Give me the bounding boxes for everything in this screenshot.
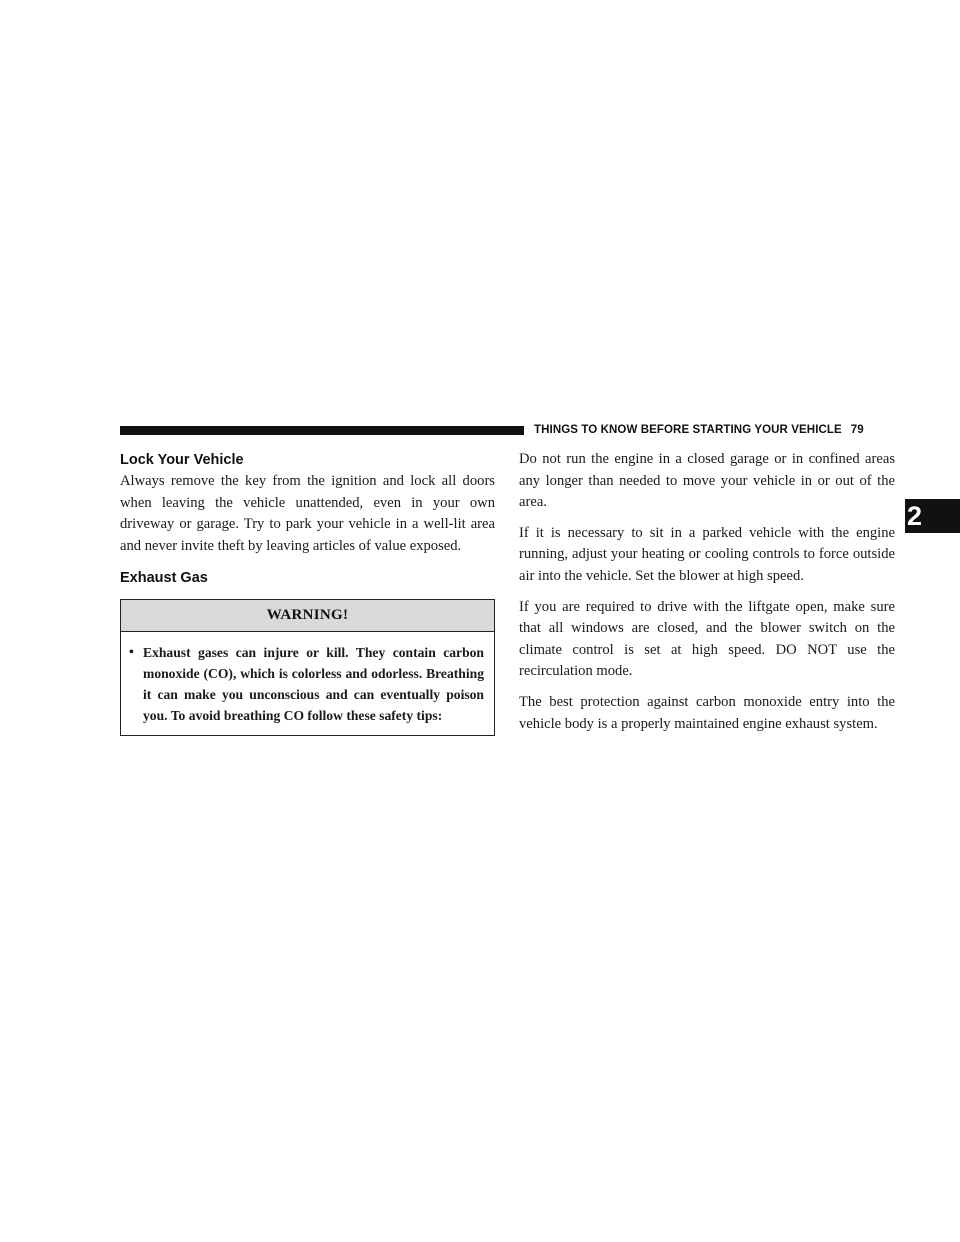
warning-title: WARNING!	[121, 600, 494, 632]
warning-box	[120, 599, 495, 736]
paragraph-liftgate-open: If you are required to drive with the liftgate open, make sure that all windows are closed, and the blower switch on the climate control is set at high speed. DO NOT use the recirculation mode.	[519, 598, 895, 680]
exhaust-gas-heading: Exhaust Gas	[120, 570, 208, 587]
page-number: 79	[850, 424, 864, 436]
running-header	[534, 421, 864, 439]
paragraph-exhaust-system: The best protection against carbon monoxide entry into the vehicle body is a properly maintained engine exhaust system.	[519, 693, 895, 732]
bullet-icon: •	[129, 645, 134, 661]
left-column	[120, 449, 495, 736]
paragraph-closed-garage: Do not run the engine in a closed garage or in confined areas any longer than needed to move your vehicle in or out of the area.	[519, 451, 895, 511]
lock-vehicle-heading: Lock Your Vehicle	[120, 452, 244, 468]
chapter-tab: 2	[905, 499, 960, 533]
warning-item-text: Exhaust gases can injure or kill. They contain carbon monoxide (CO), which is colorless and odorless. Breathing it can make you unconscious and can eventually poison you. To avoid breathing CO follow these safety tips:	[143, 645, 484, 724]
warning-list-item	[121, 632, 494, 735]
paragraph-parked-vehicle: If it is necessary to sit in a parked vehicle with the engine running, adjust your heating or cooling controls to force outside air into the vehicle. Set the blower at high speed.	[519, 524, 895, 584]
lock-vehicle-paragraph: Always remove the key from the ignition and lock all doors when leaving the vehicle unattended, even in your own driveway or garage. Try to park your vehicle in a well-lit area and never invite theft by leaving articles of value exposed.	[120, 473, 495, 554]
section-title: THINGS TO KNOW BEFORE STARTING YOUR VEHICLE	[534, 424, 842, 436]
header-rule	[120, 426, 524, 435]
right-column	[519, 449, 895, 744]
